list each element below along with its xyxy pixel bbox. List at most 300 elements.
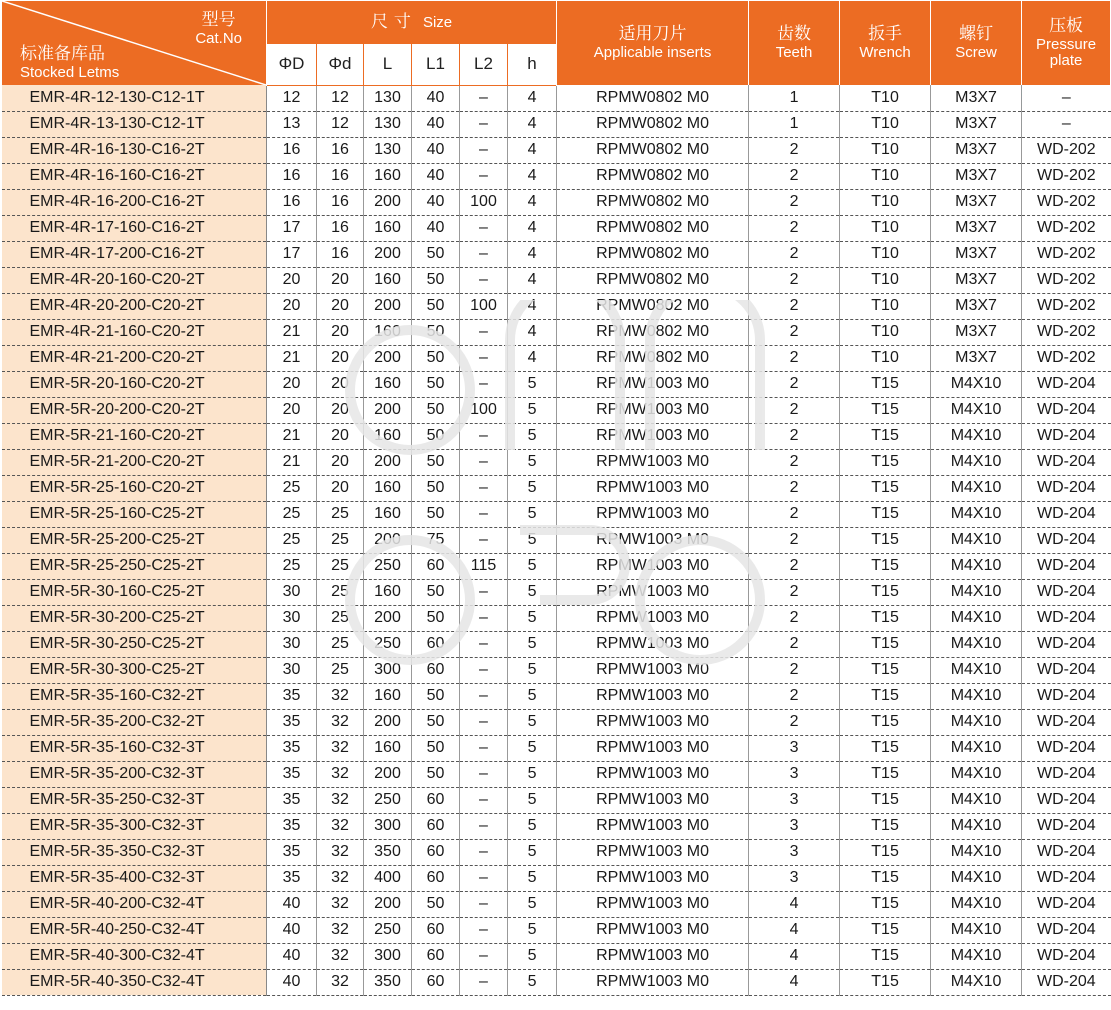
cell-length-L2: – bbox=[460, 865, 508, 891]
cell-plate: WD-204 bbox=[1022, 735, 1111, 761]
table-row bbox=[2, 501, 1111, 527]
cell-plate: WD-204 bbox=[1022, 709, 1111, 735]
table-row bbox=[2, 943, 1111, 969]
cell-diameter-D: 16 bbox=[267, 189, 317, 215]
cell-length-L1: 40 bbox=[412, 215, 460, 241]
cell-model: EMR-5R-30-160-C25-2T bbox=[2, 579, 267, 605]
cell-length-L1: 60 bbox=[412, 943, 460, 969]
cell-wrench: T15 bbox=[840, 423, 931, 449]
cell-height-h: 4 bbox=[508, 189, 557, 215]
table-row bbox=[2, 605, 1111, 631]
cell-diameter-D: 40 bbox=[267, 891, 317, 917]
cell-length-L: 130 bbox=[364, 137, 412, 163]
cell-wrench: T15 bbox=[840, 839, 931, 865]
cell-length-L: 200 bbox=[364, 605, 412, 631]
cell-insert: RPMW1003 M0 bbox=[557, 683, 749, 709]
cell-length-L1: 50 bbox=[412, 735, 460, 761]
cell-model: EMR-5R-20-160-C20-2T bbox=[2, 371, 267, 397]
inserts-en-label: Applicable inserts bbox=[593, 44, 712, 62]
cell-model: EMR-4R-17-160-C16-2T bbox=[2, 215, 267, 241]
cell-length-L: 200 bbox=[364, 189, 412, 215]
cell-wrench: T15 bbox=[840, 943, 931, 969]
cell-insert: RPMW0802 M0 bbox=[557, 85, 749, 111]
cell-model: EMR-4R-16-130-C16-2T bbox=[2, 137, 267, 163]
cell-wrench: T15 bbox=[840, 865, 931, 891]
cell-diameter-D: 20 bbox=[267, 397, 317, 423]
cell-diameter-D: 40 bbox=[267, 969, 317, 995]
cell-height-h: 4 bbox=[508, 85, 557, 111]
cell-model: EMR-5R-30-300-C25-2T bbox=[2, 657, 267, 683]
cell-length-L2: – bbox=[460, 657, 508, 683]
cell-wrench: T15 bbox=[840, 735, 931, 761]
cell-height-h: 5 bbox=[508, 553, 557, 579]
cell-diameter-d: 32 bbox=[317, 969, 364, 995]
cell-model: EMR-5R-25-200-C25-2T bbox=[2, 527, 267, 553]
cell-model: EMR-4R-20-160-C20-2T bbox=[2, 267, 267, 293]
cell-screw: M4X10 bbox=[931, 605, 1022, 631]
cell-diameter-D: 35 bbox=[267, 787, 317, 813]
table-row bbox=[2, 969, 1111, 995]
table-row bbox=[2, 839, 1111, 865]
table-row bbox=[2, 579, 1111, 605]
cell-model: EMR-4R-16-200-C16-2T bbox=[2, 189, 267, 215]
cell-wrench: T10 bbox=[840, 293, 931, 319]
cell-length-L1: 40 bbox=[412, 189, 460, 215]
cell-insert: RPMW1003 M0 bbox=[557, 969, 749, 995]
table-row bbox=[2, 423, 1111, 449]
cell-length-L2: – bbox=[460, 371, 508, 397]
cell-length-L1: 40 bbox=[412, 163, 460, 189]
cell-length-L2: – bbox=[460, 215, 508, 241]
cell-diameter-d: 16 bbox=[317, 215, 364, 241]
cell-insert: RPMW1003 M0 bbox=[557, 735, 749, 761]
cell-model: EMR-5R-25-160-C25-2T bbox=[2, 501, 267, 527]
cell-teeth: 2 bbox=[749, 163, 840, 189]
cell-wrench: T10 bbox=[840, 189, 931, 215]
cell-model: EMR-4R-16-160-C16-2T bbox=[2, 163, 267, 189]
cell-screw: M4X10 bbox=[931, 683, 1022, 709]
cell-teeth: 2 bbox=[749, 371, 840, 397]
cell-length-L2: – bbox=[460, 319, 508, 345]
cell-height-h: 5 bbox=[508, 943, 557, 969]
cell-diameter-d: 25 bbox=[317, 657, 364, 683]
cell-height-h: 4 bbox=[508, 163, 557, 189]
cell-length-L2: – bbox=[460, 111, 508, 137]
cell-model: EMR-4R-13-130-C12-1T bbox=[2, 111, 267, 137]
cell-screw: M4X10 bbox=[931, 761, 1022, 787]
cell-diameter-d: 32 bbox=[317, 735, 364, 761]
cell-wrench: T15 bbox=[840, 553, 931, 579]
cell-length-L: 300 bbox=[364, 657, 412, 683]
cell-diameter-D: 25 bbox=[267, 527, 317, 553]
cell-length-L: 200 bbox=[364, 293, 412, 319]
cell-length-L: 250 bbox=[364, 631, 412, 657]
cell-height-h: 4 bbox=[508, 137, 557, 163]
cell-model: EMR-5R-40-250-C32-4T bbox=[2, 917, 267, 943]
cell-insert: RPMW1003 M0 bbox=[557, 813, 749, 839]
cell-length-L2: – bbox=[460, 85, 508, 111]
cell-length-L: 300 bbox=[364, 943, 412, 969]
cell-diameter-d: 20 bbox=[317, 371, 364, 397]
cell-wrench: T10 bbox=[840, 319, 931, 345]
cell-length-L1: 60 bbox=[412, 631, 460, 657]
cell-model: EMR-4R-17-200-C16-2T bbox=[2, 241, 267, 267]
cell-screw: M4X10 bbox=[931, 371, 1022, 397]
cell-teeth: 2 bbox=[749, 241, 840, 267]
cell-length-L2: – bbox=[460, 527, 508, 553]
cell-insert: RPMW1003 M0 bbox=[557, 865, 749, 891]
cell-height-h: 5 bbox=[508, 579, 557, 605]
cell-diameter-D: 35 bbox=[267, 839, 317, 865]
cell-plate: WD-202 bbox=[1022, 241, 1111, 267]
cell-diameter-D: 40 bbox=[267, 943, 317, 969]
cell-length-L: 300 bbox=[364, 813, 412, 839]
cell-model: EMR-5R-20-200-C20-2T bbox=[2, 397, 267, 423]
cell-diameter-d: 32 bbox=[317, 787, 364, 813]
cell-height-h: 5 bbox=[508, 839, 557, 865]
cell-teeth: 2 bbox=[749, 423, 840, 449]
cell-length-L1: 75 bbox=[412, 527, 460, 553]
cell-wrench: T10 bbox=[840, 111, 931, 137]
cell-length-L2: – bbox=[460, 761, 508, 787]
cell-length-L1: 50 bbox=[412, 501, 460, 527]
cell-length-L1: 50 bbox=[412, 293, 460, 319]
cell-diameter-D: 30 bbox=[267, 657, 317, 683]
cell-height-h: 5 bbox=[508, 787, 557, 813]
cell-teeth: 2 bbox=[749, 709, 840, 735]
col-diameter-d: Φd bbox=[317, 44, 364, 85]
cell-teeth: 4 bbox=[749, 969, 840, 995]
cell-length-L2: – bbox=[460, 449, 508, 475]
cell-wrench: T15 bbox=[840, 683, 931, 709]
cell-length-L: 160 bbox=[364, 579, 412, 605]
stock-en-label: Stocked Letms bbox=[20, 64, 120, 82]
cell-plate: WD-202 bbox=[1022, 163, 1111, 189]
cell-screw: M4X10 bbox=[931, 397, 1022, 423]
cell-model: EMR-4R-21-200-C20-2T bbox=[2, 345, 267, 371]
cell-plate: WD-204 bbox=[1022, 839, 1111, 865]
cell-plate: WD-204 bbox=[1022, 891, 1111, 917]
cell-wrench: T15 bbox=[840, 891, 931, 917]
cell-insert: RPMW1003 M0 bbox=[557, 397, 749, 423]
cell-diameter-d: 25 bbox=[317, 501, 364, 527]
cell-wrench: T10 bbox=[840, 137, 931, 163]
cell-height-h: 4 bbox=[508, 293, 557, 319]
cell-length-L: 350 bbox=[364, 969, 412, 995]
cell-teeth: 2 bbox=[749, 501, 840, 527]
cell-wrench: T15 bbox=[840, 657, 931, 683]
cell-plate: WD-204 bbox=[1022, 449, 1111, 475]
cell-wrench: T15 bbox=[840, 371, 931, 397]
cell-length-L: 200 bbox=[364, 761, 412, 787]
cell-length-L: 160 bbox=[364, 215, 412, 241]
cell-teeth: 1 bbox=[749, 111, 840, 137]
cell-teeth: 2 bbox=[749, 189, 840, 215]
cell-diameter-d: 32 bbox=[317, 865, 364, 891]
cell-screw: M4X10 bbox=[931, 839, 1022, 865]
cell-length-L2: – bbox=[460, 501, 508, 527]
cell-length-L2: 100 bbox=[460, 293, 508, 319]
cell-model: EMR-5R-30-250-C25-2T bbox=[2, 631, 267, 657]
table-row bbox=[2, 917, 1111, 943]
cell-plate: WD-204 bbox=[1022, 423, 1111, 449]
cell-length-L2: – bbox=[460, 709, 508, 735]
cell-length-L: 250 bbox=[364, 787, 412, 813]
cell-insert: RPMW0802 M0 bbox=[557, 111, 749, 137]
cell-insert: RPMW1003 M0 bbox=[557, 839, 749, 865]
cell-wrench: T10 bbox=[840, 85, 931, 111]
cell-length-L2: – bbox=[460, 683, 508, 709]
cell-height-h: 5 bbox=[508, 605, 557, 631]
cell-screw: M4X10 bbox=[931, 865, 1022, 891]
cell-diameter-d: 32 bbox=[317, 891, 364, 917]
cell-model: EMR-5R-35-160-C32-3T bbox=[2, 735, 267, 761]
teeth-en-label: Teeth bbox=[775, 44, 813, 62]
cell-wrench: T15 bbox=[840, 397, 931, 423]
header-row bbox=[2, 1, 1111, 44]
table-row bbox=[2, 267, 1111, 293]
size-en-label: Size bbox=[422, 13, 453, 31]
cell-model: EMR-5R-40-300-C32-4T bbox=[2, 943, 267, 969]
cell-length-L2: – bbox=[460, 813, 508, 839]
cell-length-L: 160 bbox=[364, 423, 412, 449]
cell-screw: M3X7 bbox=[931, 111, 1022, 137]
cell-screw: M3X7 bbox=[931, 293, 1022, 319]
wrench-en-label: Wrench bbox=[859, 44, 911, 62]
cell-screw: M4X10 bbox=[931, 527, 1022, 553]
cell-wrench: T15 bbox=[840, 605, 931, 631]
cell-teeth: 3 bbox=[749, 735, 840, 761]
cell-length-L2: – bbox=[460, 137, 508, 163]
cell-wrench: T10 bbox=[840, 215, 931, 241]
cell-teeth: 2 bbox=[749, 631, 840, 657]
table-row bbox=[2, 631, 1111, 657]
cell-length-L2: – bbox=[460, 917, 508, 943]
cell-teeth: 3 bbox=[749, 787, 840, 813]
cell-teeth: 2 bbox=[749, 527, 840, 553]
cell-diameter-d: 32 bbox=[317, 761, 364, 787]
cell-diameter-D: 35 bbox=[267, 865, 317, 891]
cell-length-L1: 60 bbox=[412, 865, 460, 891]
cell-screw: M3X7 bbox=[931, 215, 1022, 241]
cell-plate: WD-204 bbox=[1022, 631, 1111, 657]
cell-plate: WD-202 bbox=[1022, 345, 1111, 371]
cell-plate: WD-202 bbox=[1022, 319, 1111, 345]
cell-length-L2: – bbox=[460, 605, 508, 631]
table-body bbox=[2, 85, 1111, 995]
cell-screw: M3X7 bbox=[931, 85, 1022, 111]
cell-plate: WD-204 bbox=[1022, 579, 1111, 605]
cell-length-L1: 60 bbox=[412, 787, 460, 813]
cell-screw: M4X10 bbox=[931, 891, 1022, 917]
cell-wrench: T15 bbox=[840, 969, 931, 995]
table-row bbox=[2, 527, 1111, 553]
cell-diameter-d: 20 bbox=[317, 475, 364, 501]
cell-length-L1: 50 bbox=[412, 761, 460, 787]
model-header bbox=[2, 1, 267, 85]
cell-model: EMR-5R-35-350-C32-3T bbox=[2, 839, 267, 865]
cell-wrench: T15 bbox=[840, 917, 931, 943]
cell-plate: WD-204 bbox=[1022, 397, 1111, 423]
cell-insert: RPMW1003 M0 bbox=[557, 761, 749, 787]
cell-length-L1: 50 bbox=[412, 397, 460, 423]
cell-teeth: 2 bbox=[749, 319, 840, 345]
cell-height-h: 5 bbox=[508, 449, 557, 475]
cell-insert: RPMW0802 M0 bbox=[557, 319, 749, 345]
col-length-L2: L2 bbox=[460, 44, 508, 85]
model-en-label: Cat.No bbox=[195, 29, 242, 47]
cell-screw: M4X10 bbox=[931, 501, 1022, 527]
cell-length-L2: – bbox=[460, 163, 508, 189]
plate-en-label-1: Pressure bbox=[1036, 36, 1097, 54]
cell-model: EMR-4R-21-160-C20-2T bbox=[2, 319, 267, 345]
cell-length-L1: 50 bbox=[412, 475, 460, 501]
cell-length-L: 200 bbox=[364, 449, 412, 475]
screw-cn-label: 螺钉 bbox=[959, 24, 994, 44]
cell-length-L2: – bbox=[460, 943, 508, 969]
cell-diameter-D: 17 bbox=[267, 215, 317, 241]
cell-diameter-d: 20 bbox=[317, 423, 364, 449]
cell-length-L1: 60 bbox=[412, 839, 460, 865]
cell-screw: M3X7 bbox=[931, 345, 1022, 371]
cell-screw: M3X7 bbox=[931, 319, 1022, 345]
cell-model: EMR-5R-25-250-C25-2T bbox=[2, 553, 267, 579]
cell-length-L: 400 bbox=[364, 865, 412, 891]
cell-screw: M4X10 bbox=[931, 657, 1022, 683]
cell-height-h: 5 bbox=[508, 527, 557, 553]
table-row bbox=[2, 735, 1111, 761]
cell-wrench: T15 bbox=[840, 813, 931, 839]
cell-diameter-d: 20 bbox=[317, 319, 364, 345]
cell-screw: M4X10 bbox=[931, 813, 1022, 839]
cell-diameter-d: 20 bbox=[317, 293, 364, 319]
stock-cn-label: 标准备库品 bbox=[20, 44, 105, 64]
cell-length-L2: – bbox=[460, 475, 508, 501]
model-cn-label: 型号 bbox=[201, 10, 236, 29]
cell-length-L: 130 bbox=[364, 111, 412, 137]
cell-diameter-D: 25 bbox=[267, 553, 317, 579]
cell-screw: M4X10 bbox=[931, 579, 1022, 605]
cell-teeth: 3 bbox=[749, 813, 840, 839]
cell-height-h: 5 bbox=[508, 631, 557, 657]
cell-wrench: T10 bbox=[840, 267, 931, 293]
cell-length-L1: 50 bbox=[412, 449, 460, 475]
cell-length-L: 160 bbox=[364, 319, 412, 345]
cell-teeth: 3 bbox=[749, 839, 840, 865]
cell-length-L2: – bbox=[460, 241, 508, 267]
cell-length-L: 160 bbox=[364, 371, 412, 397]
cell-wrench: T15 bbox=[840, 449, 931, 475]
cell-diameter-D: 13 bbox=[267, 111, 317, 137]
cell-insert: RPMW1003 M0 bbox=[557, 657, 749, 683]
cell-diameter-d: 32 bbox=[317, 813, 364, 839]
table-row bbox=[2, 215, 1111, 241]
cell-length-L1: 50 bbox=[412, 605, 460, 631]
cell-insert: RPMW0802 M0 bbox=[557, 163, 749, 189]
cell-plate: – bbox=[1022, 85, 1111, 111]
cell-height-h: 4 bbox=[508, 345, 557, 371]
cell-diameter-d: 16 bbox=[317, 163, 364, 189]
cell-plate: WD-204 bbox=[1022, 501, 1111, 527]
cell-plate: WD-204 bbox=[1022, 553, 1111, 579]
cell-wrench: T10 bbox=[840, 345, 931, 371]
cell-length-L2: – bbox=[460, 267, 508, 293]
cell-wrench: T15 bbox=[840, 631, 931, 657]
cell-teeth: 2 bbox=[749, 449, 840, 475]
cell-model: EMR-5R-35-200-C32-2T bbox=[2, 709, 267, 735]
cell-plate: WD-204 bbox=[1022, 865, 1111, 891]
cell-length-L1: 60 bbox=[412, 813, 460, 839]
cell-screw: M3X7 bbox=[931, 163, 1022, 189]
cell-wrench: T15 bbox=[840, 501, 931, 527]
cell-height-h: 5 bbox=[508, 865, 557, 891]
cell-model: EMR-5R-35-200-C32-3T bbox=[2, 761, 267, 787]
cell-length-L1: 40 bbox=[412, 85, 460, 111]
cell-teeth: 4 bbox=[749, 943, 840, 969]
cell-model: EMR-5R-35-400-C32-3T bbox=[2, 865, 267, 891]
cell-diameter-d: 16 bbox=[317, 137, 364, 163]
cell-height-h: 5 bbox=[508, 397, 557, 423]
cell-insert: RPMW0802 M0 bbox=[557, 267, 749, 293]
plate-cn-label: 压板 bbox=[1049, 16, 1084, 36]
cell-height-h: 4 bbox=[508, 215, 557, 241]
table-row bbox=[2, 449, 1111, 475]
cell-plate: WD-204 bbox=[1022, 683, 1111, 709]
cell-height-h: 5 bbox=[508, 813, 557, 839]
cell-insert: RPMW1003 M0 bbox=[557, 449, 749, 475]
screw-header bbox=[931, 1, 1022, 85]
cell-length-L: 350 bbox=[364, 839, 412, 865]
cell-diameter-d: 25 bbox=[317, 553, 364, 579]
product-spec-table bbox=[1, 1, 1111, 996]
cell-insert: RPMW0802 M0 bbox=[557, 241, 749, 267]
cell-diameter-d: 32 bbox=[317, 839, 364, 865]
cell-diameter-D: 35 bbox=[267, 683, 317, 709]
cell-plate: WD-204 bbox=[1022, 917, 1111, 943]
cell-length-L2: – bbox=[460, 579, 508, 605]
cell-length-L1: 50 bbox=[412, 891, 460, 917]
cell-teeth: 1 bbox=[749, 85, 840, 111]
cell-screw: M4X10 bbox=[931, 969, 1022, 995]
table-row bbox=[2, 189, 1111, 215]
cell-length-L1: 50 bbox=[412, 267, 460, 293]
cell-model: EMR-4R-20-200-C20-2T bbox=[2, 293, 267, 319]
cell-plate: WD-204 bbox=[1022, 761, 1111, 787]
cell-plate: WD-204 bbox=[1022, 969, 1111, 995]
cell-model: EMR-5R-25-160-C20-2T bbox=[2, 475, 267, 501]
cell-screw: M3X7 bbox=[931, 241, 1022, 267]
cell-plate: WD-204 bbox=[1022, 813, 1111, 839]
cell-insert: RPMW1003 M0 bbox=[557, 943, 749, 969]
cell-length-L: 160 bbox=[364, 475, 412, 501]
table-row bbox=[2, 85, 1111, 111]
cell-teeth: 2 bbox=[749, 215, 840, 241]
table-row bbox=[2, 137, 1111, 163]
cell-wrench: T15 bbox=[840, 709, 931, 735]
cell-length-L2: – bbox=[460, 969, 508, 995]
cell-length-L: 160 bbox=[364, 501, 412, 527]
cell-length-L2: 100 bbox=[460, 189, 508, 215]
cell-height-h: 4 bbox=[508, 267, 557, 293]
cell-diameter-d: 25 bbox=[317, 631, 364, 657]
cell-diameter-D: 25 bbox=[267, 501, 317, 527]
cell-diameter-d: 16 bbox=[317, 241, 364, 267]
cell-length-L: 200 bbox=[364, 241, 412, 267]
cell-diameter-d: 20 bbox=[317, 267, 364, 293]
cell-insert: RPMW0802 M0 bbox=[557, 293, 749, 319]
cell-teeth: 2 bbox=[749, 293, 840, 319]
cell-length-L1: 50 bbox=[412, 579, 460, 605]
